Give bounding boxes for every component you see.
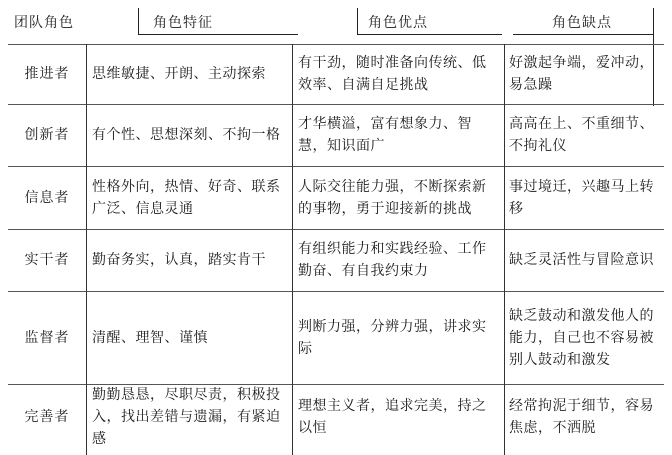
header-tick [513, 34, 653, 35]
header-tick [138, 34, 298, 35]
role-advantage: 理想主义者，追求完美，持之以恒 [298, 398, 487, 436]
header-disadvantage: 角色缺点 [552, 15, 612, 31]
header-advantage: 角色优点 [368, 15, 428, 31]
role-name: 创新者 [24, 127, 70, 143]
role-disadvantage: 缺乏灵活性与冒险意识 [509, 252, 654, 268]
role-advantage: 才华横溢，富有想象力、智慧，知识面广 [298, 116, 472, 154]
role-disadvantage: 经常拘泥于细节，容易焦虑，不洒脱 [509, 398, 654, 436]
header-trait: 角色特征 [153, 15, 213, 31]
table-row [8, 104, 664, 166]
role-trait: 性格外向，热情、好奇、联系广泛、信息灵通 [92, 178, 281, 217]
role-disadvantage: 事过境迁，兴趣马上转移 [509, 178, 654, 217]
role-table [8, 0, 664, 455]
header-role: 团队角色 [14, 15, 74, 31]
role-trait: 思维敏捷、开朗、主动探索 [92, 66, 266, 82]
role-name: 完善者 [24, 409, 70, 425]
role-advantage: 判断力强，分辨力强，讲求实际 [298, 318, 487, 357]
role-trait: 勤奋务实，认真，踏实肯干 [92, 252, 266, 268]
role-name: 监督者 [24, 329, 70, 346]
role-name: 信息者 [24, 189, 70, 206]
table-row [8, 384, 664, 450]
table-header [8, 0, 664, 44]
role-trait: 勤勤恳恳，尽职尽责，积极投入，找出差错与遗漏，有紧迫感 [92, 387, 281, 447]
role-trait: 有个性、思想深刻、不拘一格 [92, 127, 281, 143]
header-tick [357, 8, 358, 34]
table-row [8, 229, 664, 291]
table-row [8, 291, 664, 384]
role-disadvantage: 缺乏鼓动和激发他人的能力，自己也不容易被别人鼓动和激发 [509, 307, 654, 368]
header-tick [138, 8, 139, 34]
role-name: 推进者 [24, 66, 70, 82]
role-name: 实干者 [24, 252, 70, 268]
role-disadvantage: 高高在上、不重细节、不拘礼仪 [509, 116, 654, 154]
role-advantage: 有组织能力和实践经验、工作勤奋、有自我约束力 [298, 241, 487, 279]
header-tick [357, 34, 502, 35]
table-row [8, 166, 664, 229]
role-trait: 清醒、理智、谨慎 [92, 329, 208, 346]
role-advantage: 有干劲，随时准备向传统、低效率、自满自足挑战 [298, 55, 487, 93]
role-disadvantage: 好激起争端，爱冲动，易急躁 [509, 55, 654, 93]
table-row [8, 44, 664, 104]
role-advantage: 人际交往能力强，不断探索新的事物，勇于迎接新的挑战 [298, 178, 487, 217]
